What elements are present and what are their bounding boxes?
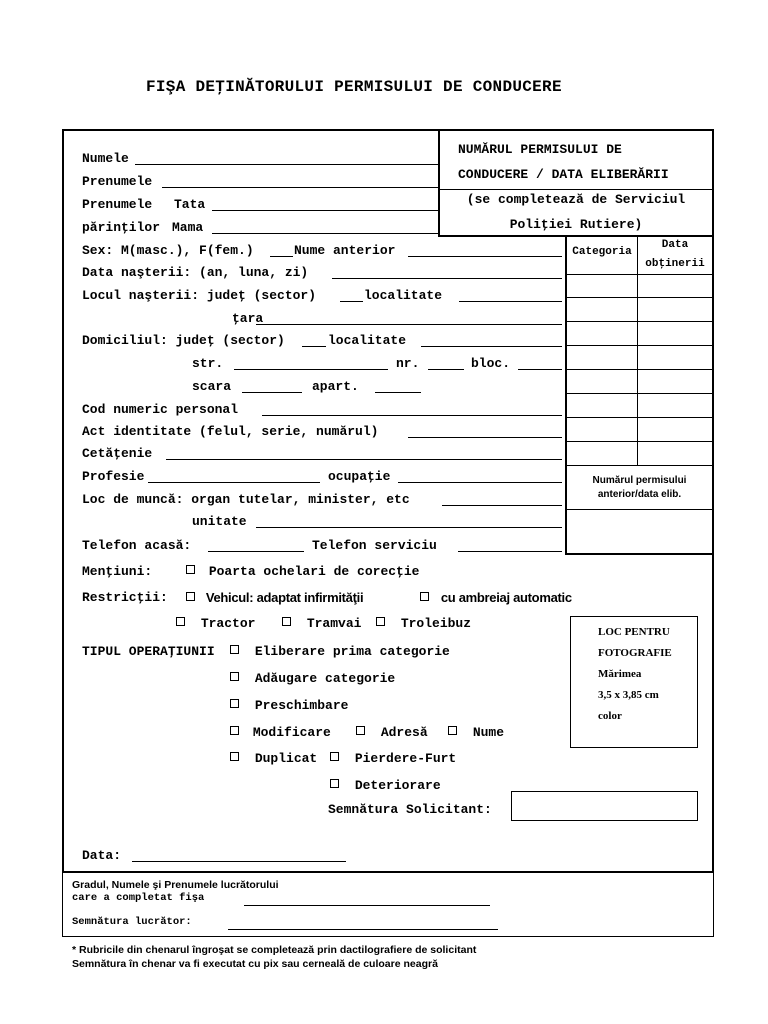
loc-munca-label: Loc de muncă: organ tutelar, minister, etc [82, 492, 410, 507]
previous-license-line1: Numărul permisului [592, 475, 687, 486]
note-line1: * Rubricile din chenarul îngroşat se completează prin dactilografiere de solicitant [72, 944, 477, 956]
tara-field[interactable] [256, 324, 562, 325]
license-box-line3: (se completează de Serviciul [466, 192, 686, 207]
judet-domiciliu-field[interactable] [302, 346, 326, 347]
troleibuz-label: Troleibuz [400, 616, 472, 631]
license-box-line1: NUMĂRUL PERMISULUI DE [458, 142, 622, 157]
tata-label: Tata [174, 197, 206, 212]
numele-field[interactable] [135, 164, 440, 165]
note-line2: Semnătura în chenar va fi executat cu pix sau cerneală de culoare neagră [72, 958, 438, 970]
localitate-domiciliu-field[interactable] [421, 346, 562, 347]
unitate-label: unitate [192, 514, 247, 529]
scara-field[interactable] [242, 392, 302, 393]
cnp-label: Cod numeric personal [82, 402, 239, 417]
localitate-nastere-label: localitate [364, 288, 443, 303]
loc-munca-field[interactable] [442, 505, 562, 506]
adresa-checkbox[interactable] [356, 726, 365, 735]
adaugare-checkbox[interactable] [230, 672, 239, 681]
data-nasterii-label: Data naşterii: (an, luna, zi) [82, 265, 309, 280]
page-title: FIŞA DEŢINĂTORULUI PERMISULUI DE CONDUCERE [146, 78, 562, 96]
deteriorare-label: Deteriorare [354, 778, 441, 793]
tractor-checkbox[interactable] [176, 617, 185, 626]
photo-line3: Mărimea [598, 668, 642, 680]
mama-label: Mama [172, 220, 204, 235]
license-box-line2: CONDUCERE / DATA ELIBERĂRII [458, 167, 669, 182]
bloc-field[interactable] [518, 369, 562, 370]
prenumele-label: Prenumele [82, 174, 153, 189]
localitate-nastere-field[interactable] [459, 301, 562, 302]
nume-anterior-label: Nume anterior [294, 243, 396, 258]
modificare-checkbox[interactable] [230, 726, 239, 735]
worker-signature-label: Semnătura lucrător: [72, 916, 192, 928]
telefon-serviciu-label: Telefon serviciu [312, 538, 437, 553]
tramvai-checkbox[interactable] [282, 617, 291, 626]
photo-line1: LOC PENTRU [598, 626, 670, 638]
data-nasterii-field[interactable] [332, 278, 562, 279]
bloc-label: bloc. [471, 356, 511, 371]
tramvai-label: Tramvai [306, 616, 362, 631]
pierdere-furt-checkbox[interactable] [330, 752, 339, 761]
photo-line2: FOTOGRAFIE [598, 647, 672, 659]
tata-field[interactable] [212, 210, 440, 211]
deteriorare-checkbox[interactable] [330, 779, 339, 788]
telefon-acasa-field[interactable] [208, 551, 304, 552]
nume-anterior-field[interactable] [408, 256, 562, 257]
preschimbare-label: Preschimbare [254, 698, 349, 713]
worker-line2: care a completat fişa [72, 892, 205, 904]
ochelari-label: Poarta ochelari de corecţie [208, 564, 420, 579]
license-box-line4: Poliţiei Rutiere) [509, 217, 643, 232]
numele-label: Numele [82, 151, 129, 166]
worker-name-field[interactable] [244, 905, 490, 906]
nume-label: Nume [472, 725, 505, 740]
modificare-label: Modificare [252, 725, 331, 740]
mama-field[interactable] [212, 233, 438, 234]
tara-label: ţara [232, 311, 264, 326]
photo-line4: 3,5 x 3,85 cm [598, 689, 659, 701]
eliberare-checkbox[interactable] [230, 645, 239, 654]
judet-nastere-field[interactable] [340, 301, 363, 302]
parintilor-label: părinţilor [82, 220, 161, 235]
photo-line5: color [598, 710, 622, 722]
troleibuz-checkbox[interactable] [376, 617, 385, 626]
profesie-field[interactable] [148, 482, 320, 483]
apart-field[interactable] [375, 392, 421, 393]
ochelari-checkbox[interactable] [186, 565, 195, 574]
prenumele-parinti-label: Prenumele [82, 197, 153, 212]
nume-checkbox[interactable] [448, 726, 457, 735]
restrictii-label: Restricţii: [82, 590, 168, 605]
data-field[interactable] [132, 861, 346, 862]
vehicul-adaptat-label: Vehicul: adaptat infirmităţii [205, 590, 364, 605]
telefon-serviciu-field[interactable] [458, 551, 562, 552]
semnatura-solicitant-box[interactable] [511, 791, 698, 821]
mentiuni-label: Menţiuni: [82, 564, 153, 579]
duplicat-checkbox[interactable] [230, 752, 239, 761]
vehicul-adaptat-checkbox[interactable] [186, 592, 195, 601]
previous-license-line2: anterior/data elib. [597, 489, 682, 500]
tractor-label: Tractor [200, 616, 256, 631]
prenumele-field[interactable] [162, 187, 440, 188]
locul-nasterii-label: Locul naşterii: judeţ (sector) [82, 288, 317, 303]
act-identitate-field[interactable] [408, 437, 562, 438]
act-identitate-label: Act identitate (felul, serie, numărul) [82, 424, 379, 439]
profesie-label: Profesie [82, 469, 145, 484]
sex-label: Sex: M(masc.), F(fem.) [82, 243, 254, 258]
cetatenie-field[interactable] [166, 459, 562, 460]
ambreiaj-label: cu ambreiaj automatic [440, 590, 572, 605]
apart-label: apart. [312, 379, 359, 394]
data-label: Data: [82, 848, 122, 863]
category-table [565, 235, 714, 555]
str-field[interactable] [234, 369, 388, 370]
date-header-line1: Data [661, 239, 689, 251]
str-label: str. [192, 356, 224, 371]
localitate-domiciliu-label: localitate [328, 333, 407, 348]
tipul-operatiunii-label: TIPUL OPERAŢIUNII [82, 644, 215, 659]
category-header: Categoria [572, 246, 632, 258]
cetatenie-label: Cetăţenie [82, 446, 153, 461]
worker-line1: Gradul, Numele şi Prenumele lucrătorului [72, 879, 279, 891]
telefon-acasa-label: Telefon acasă: [82, 538, 192, 553]
ocupatie-label: ocupaţie [328, 469, 391, 484]
unitate-field[interactable] [256, 527, 562, 528]
pierdere-furt-label: Pierdere-Furt [354, 751, 457, 766]
nr-label: nr. [396, 356, 420, 371]
semnatura-solicitant-label: Semnătura Solicitant: [328, 802, 492, 817]
adaugare-label: Adăugare categorie [254, 671, 396, 686]
ambreiaj-checkbox[interactable] [420, 592, 429, 601]
eliberare-label: Eliberare prima categorie [254, 644, 450, 659]
preschimbare-checkbox[interactable] [230, 699, 239, 708]
domiciliul-label: Domiciliul: judeţ (sector) [82, 333, 285, 348]
scara-label: scara [192, 379, 232, 394]
nr-field[interactable] [428, 369, 464, 370]
cnp-field[interactable] [262, 415, 562, 416]
sex-field[interactable] [270, 256, 293, 257]
worker-signature-field[interactable] [228, 929, 498, 930]
ocupatie-field[interactable] [398, 482, 562, 483]
date-header-line2: obţinerii [645, 258, 705, 270]
adresa-label: Adresă [380, 725, 428, 740]
duplicat-label: Duplicat [254, 751, 318, 766]
